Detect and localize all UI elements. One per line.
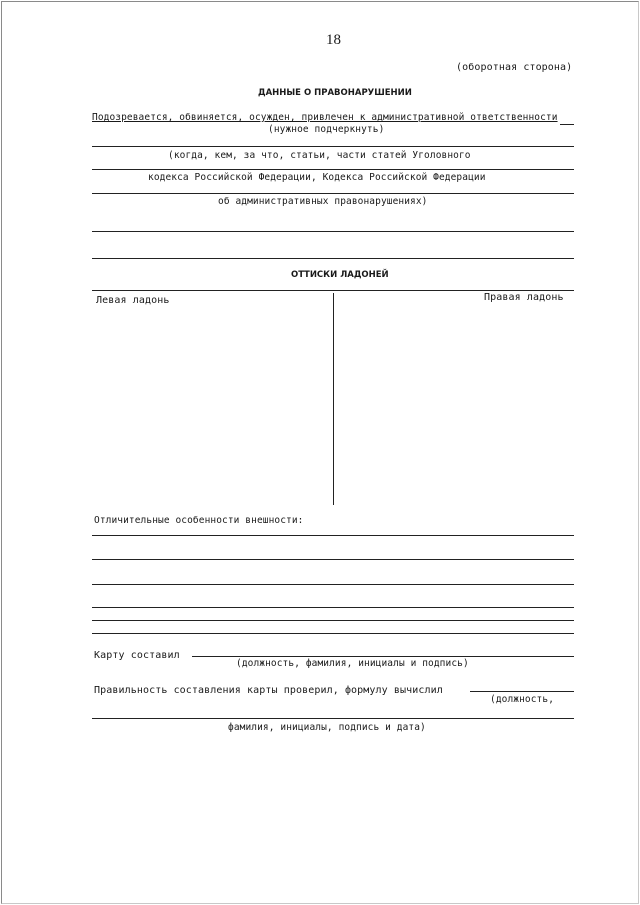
page-number: 18 bbox=[326, 32, 341, 48]
verified-by-hint-1: (должность, bbox=[490, 694, 555, 705]
features-line-6 bbox=[92, 633, 574, 634]
details-line-1 bbox=[92, 146, 574, 147]
details-line-3 bbox=[92, 193, 574, 194]
verified-by-line-2 bbox=[92, 718, 574, 719]
verified-by-line bbox=[470, 691, 574, 692]
details-hint-3: об административных правонарушениях) bbox=[218, 196, 428, 207]
features-line-5 bbox=[92, 620, 574, 621]
reverse-side-note: (оборотная сторона) bbox=[456, 62, 573, 73]
offense-heading: ДАННЫЕ О ПРАВОНАРУШЕНИИ bbox=[258, 88, 412, 98]
suspect-status-line: Подозревается, обвиняется, осужден, привлечен к административной ответственности bbox=[92, 112, 558, 123]
right-palm-label: Правая ладонь bbox=[484, 292, 564, 303]
details-hint-2: кодекса Российской Федерации, Кодекса Российской Федерации bbox=[148, 172, 486, 183]
details-line-5 bbox=[92, 258, 574, 259]
features-line-3 bbox=[92, 584, 574, 585]
features-line-1 bbox=[92, 535, 574, 536]
features-line-4 bbox=[92, 607, 574, 608]
palms-top-line bbox=[92, 290, 574, 291]
underline-hint: (нужное подчеркнуть) bbox=[268, 124, 385, 135]
verified-by-label: Правильность составления карты проверил, формулу вычислил bbox=[94, 685, 443, 696]
compiled-by-hint: (должность, фамилия, инициалы и подпись) bbox=[236, 658, 469, 669]
palms-divider bbox=[333, 293, 334, 505]
details-line-2 bbox=[92, 169, 574, 170]
page-frame bbox=[1, 1, 639, 904]
compiled-by-label: Карту составил bbox=[94, 650, 180, 661]
features-label: Отличительные особенности внешности: bbox=[94, 515, 304, 526]
details-hint-1: (когда, кем, за что, статьи, части статей Уголовного bbox=[168, 150, 471, 161]
features-line-2 bbox=[92, 559, 574, 560]
palms-heading: ОТТИСКИ ЛАДОНЕЙ bbox=[291, 270, 389, 280]
compiled-by-line bbox=[192, 656, 574, 657]
verified-by-hint-2: фамилия, инициалы, подпись и дата) bbox=[228, 722, 426, 733]
details-line-4 bbox=[92, 231, 574, 232]
suspect-status-underline-tail bbox=[560, 124, 574, 125]
left-palm-label: Левая ладонь bbox=[96, 295, 170, 306]
